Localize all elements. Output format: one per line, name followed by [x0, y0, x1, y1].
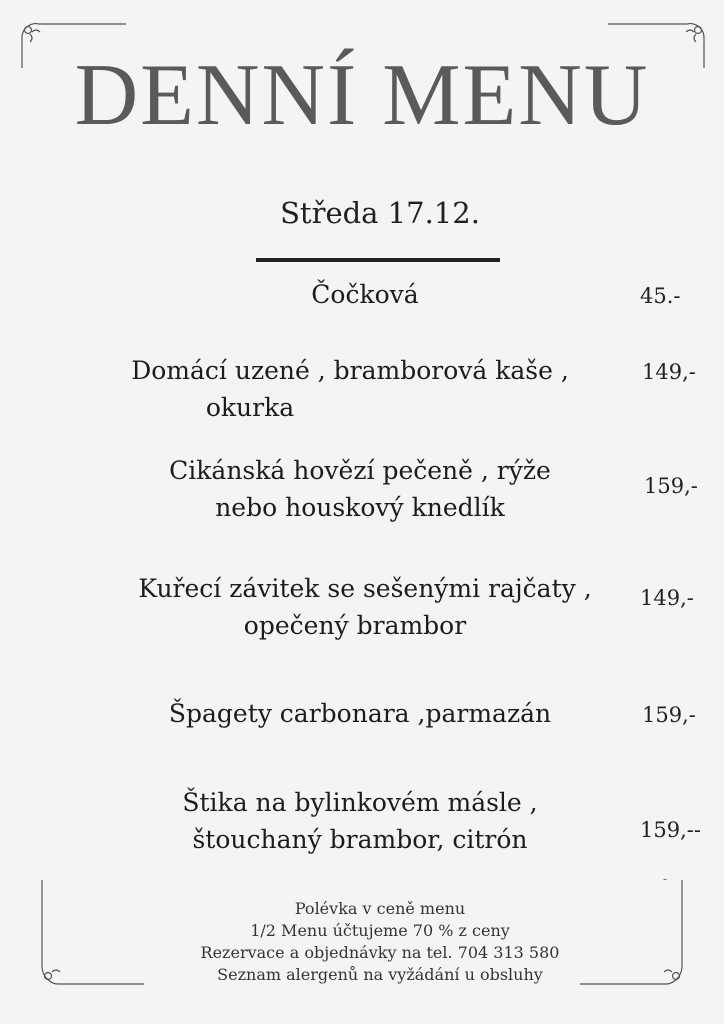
corner-ornament-bottom-left [36, 880, 148, 992]
dish-name-line: štouchaný brambor, citrón [192, 825, 528, 854]
dish-name-line: nebo houskový knedlík [215, 493, 505, 522]
dish-price: 149,- [640, 586, 694, 610]
dish-price: 159,-- [640, 818, 701, 842]
dish-price: 159,- [642, 703, 696, 727]
stray-mark: - [663, 872, 668, 886]
dish-item [220, 276, 510, 313]
dish-name-line: Domácí uzené , bramborová kaše , [131, 356, 569, 385]
footer-line: 1/2 Menu účtujeme 70 % z ceny [250, 921, 510, 940]
footer-line: Seznam alergenů na vyžádání u obsluhy [217, 965, 543, 984]
dish-item [110, 570, 620, 644]
dish-price: 45.- [640, 284, 681, 308]
footer-line: Rezervace a objednávky na tel. 704 313 580 [200, 943, 560, 962]
dish-price: 149,- [642, 360, 696, 384]
footer-line: Polévka v ceně menu [294, 899, 466, 918]
dish-price: 159,- [644, 474, 698, 498]
dish-item [150, 784, 570, 858]
dish-name-line: Štika na bylinkovém másle , [182, 788, 538, 817]
footer-notes [160, 898, 600, 986]
dish-name-line: Cikánská hovězí pečeně , rýže [169, 456, 551, 485]
dish-name-line: Špagety carbonara ,parmazán [168, 699, 552, 728]
dish-item [140, 452, 580, 526]
menu-title: DENNÍ MENU [74, 47, 650, 144]
dish-name-line: Čočková [311, 280, 419, 309]
dish-item [140, 695, 580, 732]
dish-item [100, 352, 600, 426]
dish-name-line: Kuřecí závitek se sešenými rajčaty , [138, 574, 592, 603]
divider-rule [256, 258, 500, 262]
dish-name-line: opečený brambor [243, 611, 467, 640]
dish-name-line: okurka [205, 393, 295, 422]
menu-date: Středa 17.12. [280, 196, 480, 230]
